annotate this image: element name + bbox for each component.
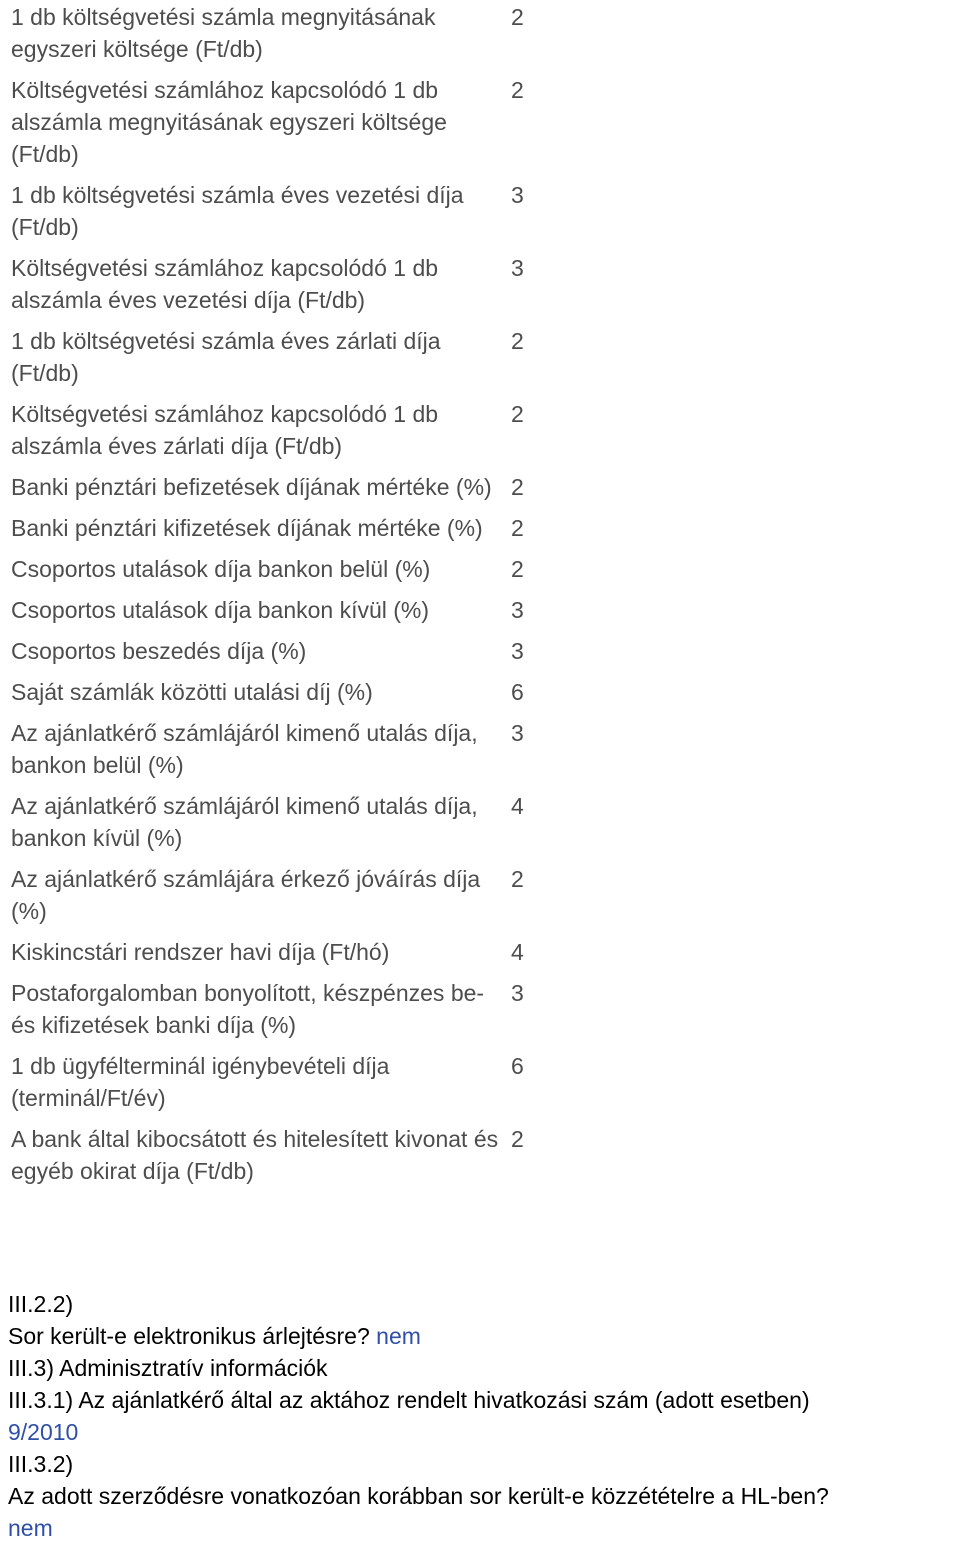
criteria-weight: 2 xyxy=(511,77,524,103)
criteria-label: Csoportos utalások díja bankon belül (%) xyxy=(11,556,431,582)
criteria-row xyxy=(11,512,541,553)
criteria-label: Az ajánlatkérő számlájára érkező jóváírás díja (%) xyxy=(11,866,481,924)
criteria-label: Költségvetési számlához kapcsolódó 1 db alszámla megnyitásának egyszeri költsége (Ft/db) xyxy=(11,77,447,167)
criteria-label: Kiskincstári rendszer havi díja (Ft/hó) xyxy=(11,939,390,965)
criteria-weight: 4 xyxy=(511,793,524,819)
criteria-row xyxy=(11,398,541,471)
hl-publication-question: Az adott szerződésre vonatkozóan korábban sor került-e közzétételre a HL-ben? xyxy=(8,1483,829,1509)
criteria-label: Költségvetési számlához kapcsolódó 1 db alszámla éves vezetési díja (Ft/db) xyxy=(11,255,439,313)
criteria-weight: 6 xyxy=(511,679,524,705)
criteria-row xyxy=(11,74,541,179)
criteria-row xyxy=(11,676,541,717)
criteria-weight: 2 xyxy=(511,4,524,30)
criteria-weight: 2 xyxy=(511,556,524,582)
criteria-label: Az ajánlatkérő számlájáról kimenő utalás díja, bankon belül (%) xyxy=(11,720,478,778)
criteria-label: 1 db költségvetési számla éves zárlati díja (Ft/db) xyxy=(11,328,441,386)
criteria-label: Költségvetési számlához kapcsolódó 1 db alszámla éves zárlati díja (Ft/db) xyxy=(11,401,439,459)
criteria-label: Banki pénztári kifizetések díjának mértéke (%) xyxy=(11,515,483,541)
hl-publication-answer: nem xyxy=(8,1515,53,1541)
criteria-weight: 2 xyxy=(511,401,524,427)
criteria-weight: 2 xyxy=(511,1126,524,1152)
section-iii-3-2-heading: III.3.2) xyxy=(8,1451,74,1477)
criteria-row xyxy=(11,0,541,74)
criteria-row xyxy=(11,790,541,863)
section-iii-3-1-heading: III.3.1) Az ajánlatkérő által az aktához rendelt hivatkozási szám (adott esetben) xyxy=(8,1387,810,1413)
criteria-weight: 2 xyxy=(511,866,524,892)
criteria-row xyxy=(11,1050,541,1123)
criteria-weight: 6 xyxy=(511,1053,524,1079)
criteria-label: 1 db ügyfélterminál igénybevételi díja (terminál/Ft/év) xyxy=(11,1053,390,1111)
criteria-label: Az ajánlatkérő számlájáról kimenő utalás díja, bankon kívül (%) xyxy=(11,793,478,851)
criteria-label: Banki pénztári befizetések díjának mértéke (%) xyxy=(11,474,492,500)
criteria-weight: 4 xyxy=(511,939,524,965)
criteria-weight: 2 xyxy=(511,474,524,500)
evaluation-criteria-table xyxy=(11,0,541,1196)
criteria-label: 1 db költségvetési számla éves vezetési díja (Ft/db) xyxy=(11,182,464,240)
criteria-label: 1 db költségvetési számla megnyitásának egyszeri költsége (Ft/db) xyxy=(11,4,436,62)
criteria-row xyxy=(11,936,541,977)
criteria-weight: 3 xyxy=(511,255,524,281)
criteria-weight: 3 xyxy=(511,720,524,746)
criteria-row xyxy=(11,717,541,790)
criteria-row xyxy=(11,977,541,1050)
criteria-weight: 3 xyxy=(511,980,524,1006)
criteria-label: A bank által kibocsátott és hitelesített kivonat és egyéb okirat díja (Ft/db) xyxy=(11,1126,499,1184)
criteria-row xyxy=(11,325,541,398)
criteria-row xyxy=(11,471,541,512)
eauction-question-line xyxy=(8,1320,421,1352)
criteria-label: Csoportos beszedés díja (%) xyxy=(11,638,307,664)
criteria-row xyxy=(11,863,541,936)
criteria-row xyxy=(11,635,541,676)
criteria-label: Saját számlák közötti utalási díj (%) xyxy=(11,679,373,705)
section-iii-2-2-heading: III.2.2) xyxy=(8,1291,74,1317)
criteria-weight: 2 xyxy=(511,328,524,354)
criteria-row xyxy=(11,1123,541,1196)
criteria-label: Csoportos utalások díja bankon kívül (%) xyxy=(11,597,430,623)
criteria-weight: 2 xyxy=(511,515,524,541)
criteria-row xyxy=(11,553,541,594)
criteria-row xyxy=(11,179,541,252)
criteria-weight: 3 xyxy=(511,597,524,623)
criteria-weight: 3 xyxy=(511,638,524,664)
eauction-question: Sor került-e elektronikus árlejtésre? xyxy=(8,1323,370,1349)
criteria-weight: 3 xyxy=(511,182,524,208)
eauction-answer: nem xyxy=(376,1323,421,1349)
criteria-row xyxy=(11,594,541,635)
criteria-label: Postaforgalomban bonyolított, készpénzes be- és kifizetések banki díja (%) xyxy=(11,980,485,1038)
criteria-row xyxy=(11,252,541,325)
reference-number-value: 9/2010 xyxy=(8,1419,79,1445)
section-iii-3-heading: III.3) Adminisztratív információk xyxy=(8,1355,328,1381)
